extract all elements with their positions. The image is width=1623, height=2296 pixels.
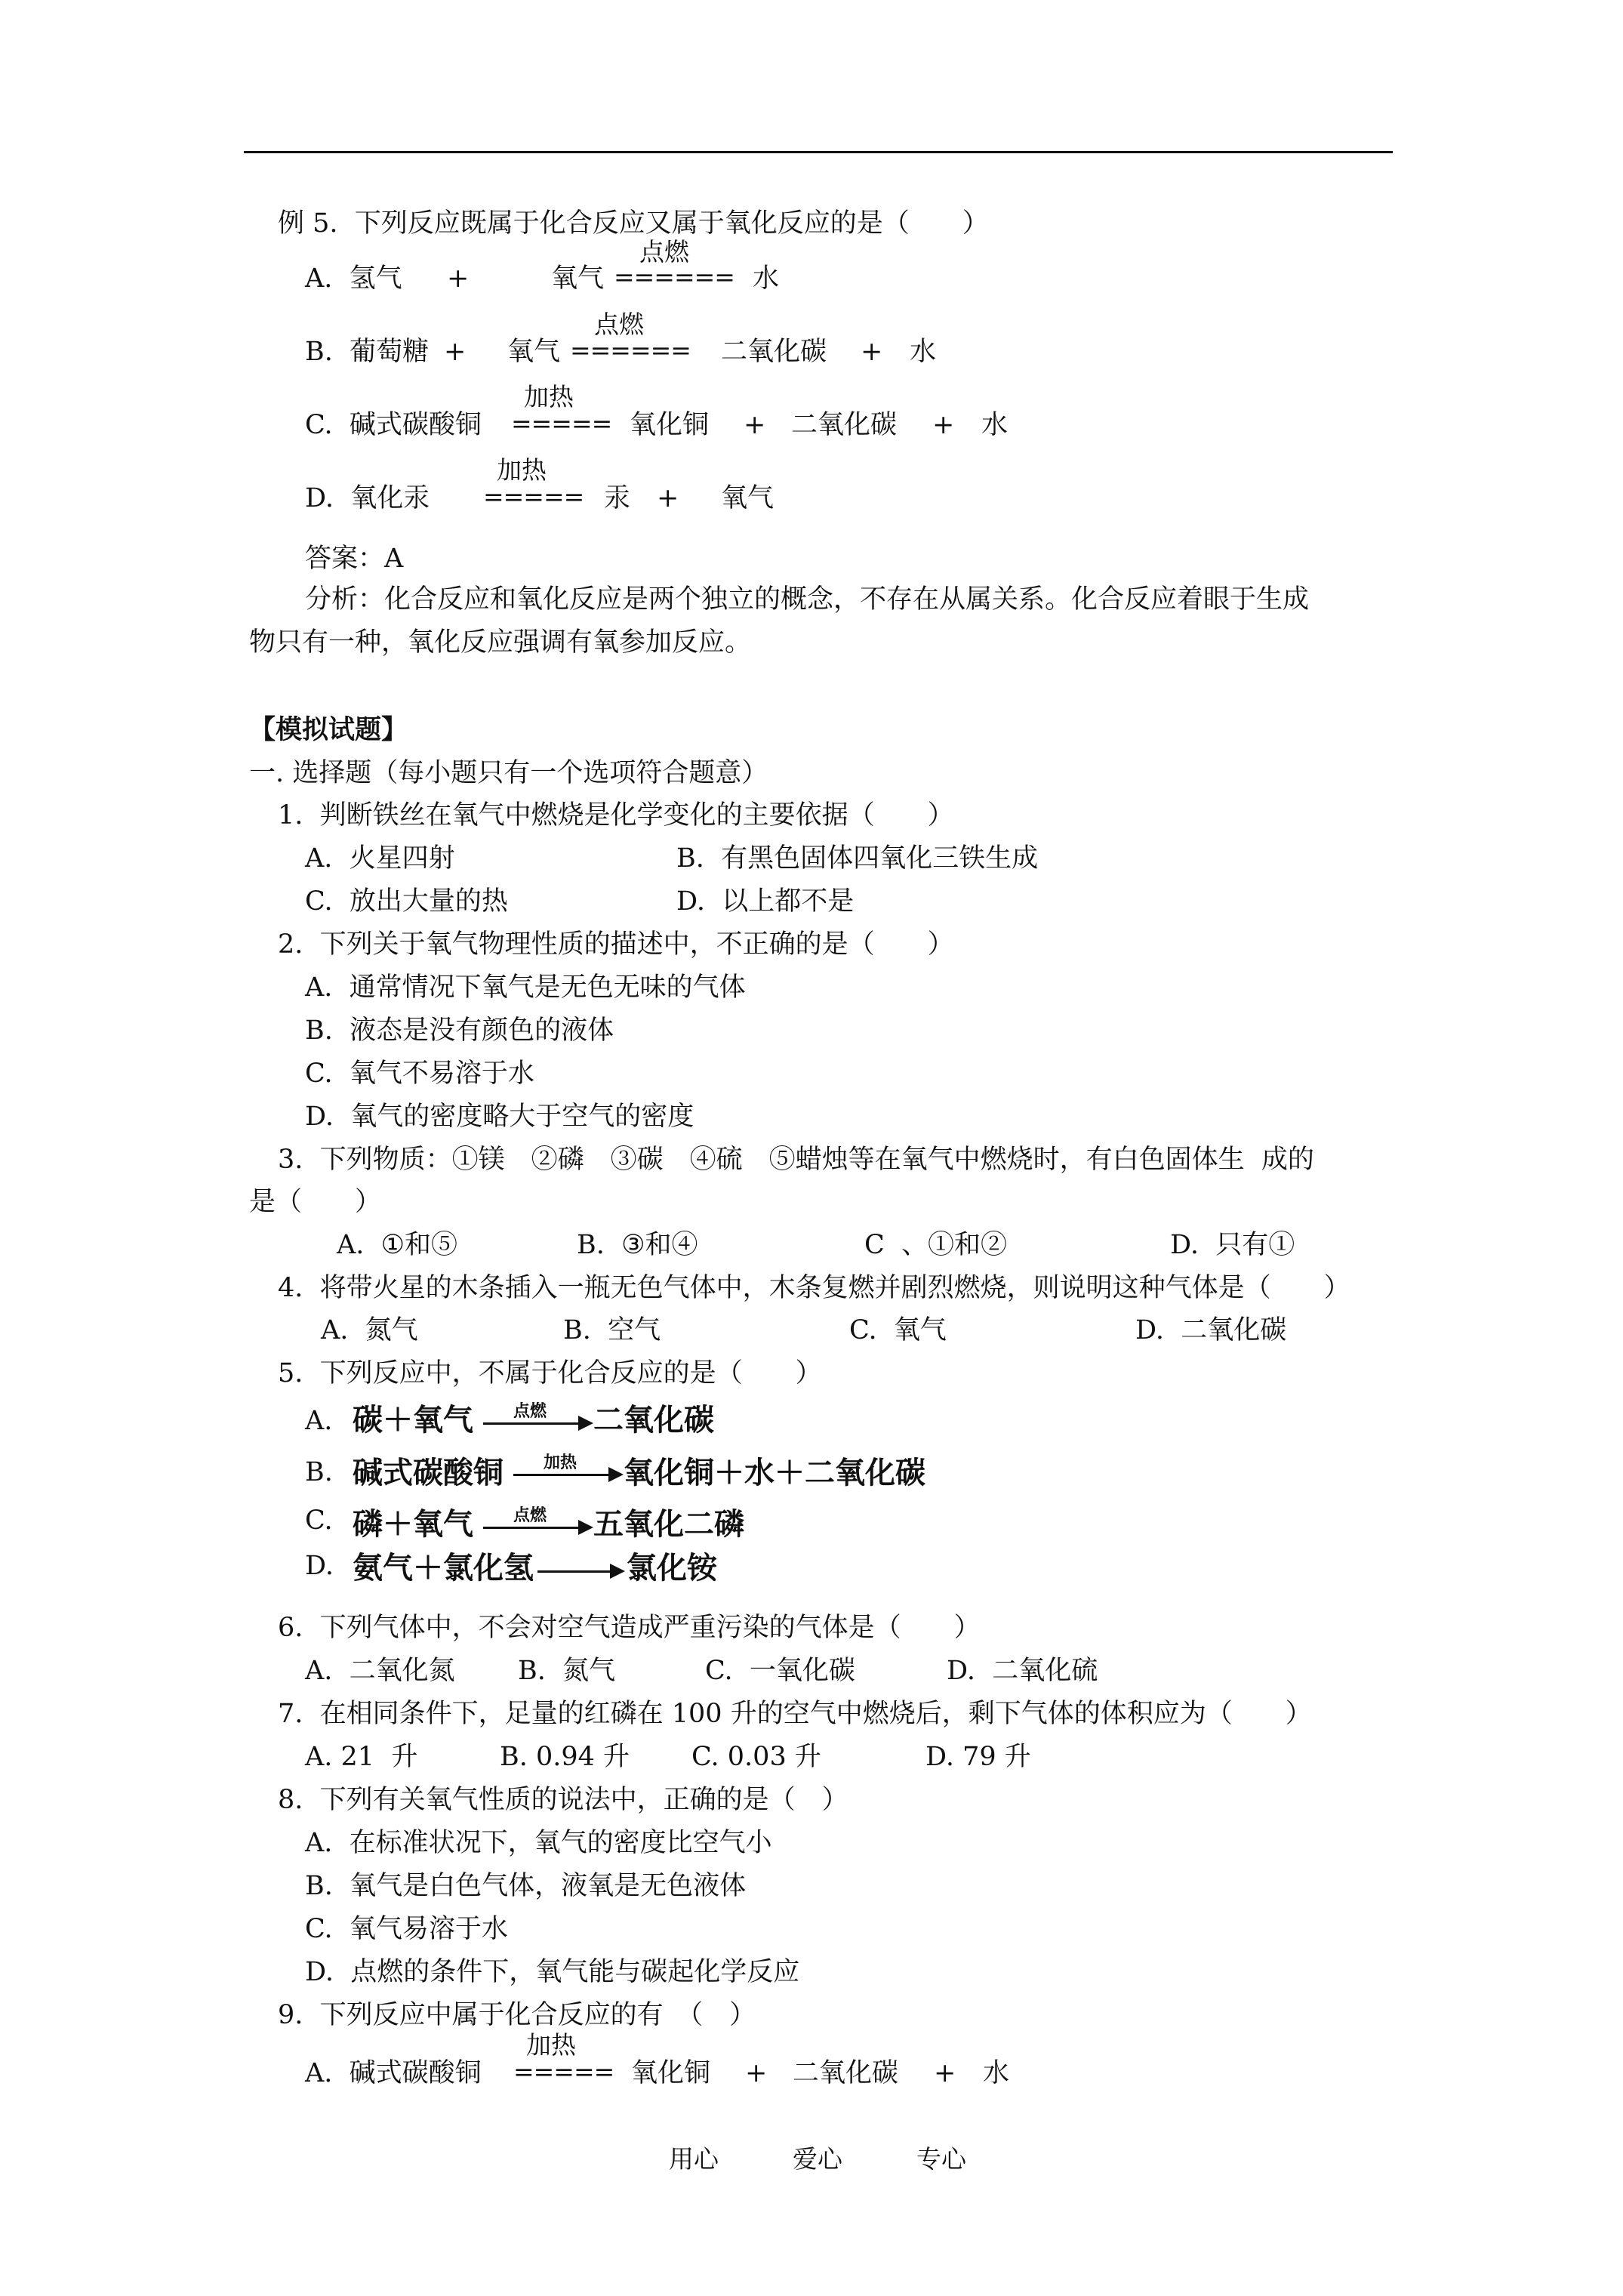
footer-text-2: 爱心: [793, 2144, 842, 2174]
question-7-stem: 7. 在相同条件下，足量的红磷在 100 升的空气中燃烧后，剩下气体的体积应为（ ）: [278, 1699, 1312, 1729]
question-8-option-b: B. 氧气是白色气体，液氧是无色液体: [305, 1871, 747, 1901]
example5-analysis-line1: 分析：化合反应和氧化反应是两个独立的概念，不存在从属关系。化合反应着眼于生成: [305, 584, 1310, 615]
question-3-stem-line2: 是（ ）: [249, 1187, 382, 1217]
question-3-option-b: B. ③和④: [577, 1230, 698, 1260]
example5-answer: 答案：A: [305, 544, 404, 574]
question-8-option-a: A. 在标准状况下，氧气的密度比空气小: [305, 1828, 772, 1858]
question-1-option-c: C. 放出大量的热: [305, 886, 508, 917]
question-3-option-d: D. 只有①: [1170, 1230, 1295, 1260]
reaction-arrow: 点燃: [483, 1512, 593, 1534]
example5-question: 例 5. 下列反应既属于化合反应又属于氧化反应的是（ ）: [278, 208, 989, 239]
reaction-arrow: 点燃: [483, 1407, 593, 1430]
question-8-stem: 8. 下列有关氧气性质的说法中，正确的是（ ）: [278, 1785, 848, 1815]
question-8-option-d: D. 点燃的条件下，氧气能与碳起化学反应: [305, 1957, 800, 1987]
question-6-option-b: B. 氮气: [518, 1656, 616, 1686]
question-1-option-d: D. 以上都不是: [676, 886, 855, 917]
question-6-stem: 6. 下列气体中，不会对空气造成严重污染的气体是（ ）: [278, 1613, 981, 1643]
question-2-option-c: C. 氧气不易溶于水: [305, 1059, 534, 1089]
question-6-option-c: C. 一氧化碳: [705, 1656, 855, 1686]
question-4-option-a: A. 氮气: [321, 1315, 418, 1345]
footer-text-1: 用心: [669, 2144, 719, 2174]
question-2-option-d: D. 氧气的密度略大于空气的密度: [305, 1102, 694, 1132]
footer-text-3: 专心: [916, 2144, 966, 2174]
question-7-option-d: D. 79 升: [925, 1742, 1031, 1772]
question-4-option-b: B. 空气: [563, 1315, 661, 1345]
question-3-option-c: C 、①和②: [864, 1230, 1008, 1260]
question-4-option-d: D. 二氧化碳: [1135, 1315, 1287, 1345]
question-7-option-a: A. 21 升: [305, 1742, 418, 1772]
reaction-arrow: 加热: [513, 1459, 624, 1481]
question-1-stem: 1. 判断铁丝在氧气中燃烧是化学变化的主要依据（ ）: [278, 800, 954, 831]
header-rule: [244, 151, 1393, 153]
question-4-option-c: C. 氧气: [849, 1315, 947, 1345]
question-2-stem: 2. 下列关于氧气物理性质的描述中，不正确的是（ ）: [278, 929, 954, 960]
question-2-option-a: A. 通常情况下氧气是无色无味的气体: [305, 972, 746, 1003]
question-8-option-c: C. 氧气易溶于水: [305, 1914, 508, 1944]
question-5-stem: 5. 下列反应中，不属于化合反应的是（ ）: [278, 1358, 822, 1388]
question-6-option-d: D. 二氧化硫: [947, 1656, 1098, 1686]
question-7-option-b: B. 0.94 升: [500, 1742, 630, 1772]
example5-analysis-line2: 物只有一种，氧化反应强调有氧参加反应。: [249, 627, 752, 658]
question-4-stem: 4. 将带火星的木条插入一瓶无色气体中，木条复燃并剧烈燃烧，则说明这种气体是（ ）: [278, 1273, 1350, 1303]
section-title: 【模拟试题】: [249, 714, 408, 745]
question-7-option-c: C. 0.03 升: [691, 1742, 821, 1772]
question-3-stem-line1: 3. 下列物质：①镁 ②磷 ③碳 ④硫 ⑤蜡烛等在氧气中燃烧时，有白色固体生 成的: [278, 1145, 1314, 1175]
question-1-option-b: B. 有黑色固体四氧化三铁生成: [676, 843, 1039, 874]
section-subtitle: 一. 选择题（每小题只有一个选项符合题意）: [249, 758, 768, 788]
question-6-option-a: A. 二氧化氮: [305, 1656, 455, 1686]
question-9-stem: 9. 下列反应中属于化合反应的有 （ ）: [278, 2000, 756, 2030]
reaction-arrow: [537, 1555, 625, 1578]
question-3-option-a: A. ①和⑤: [337, 1230, 458, 1260]
question-2-option-b: B. 液态是没有颜色的液体: [305, 1015, 614, 1046]
question-1-option-a: A. 火星四射: [305, 843, 455, 874]
